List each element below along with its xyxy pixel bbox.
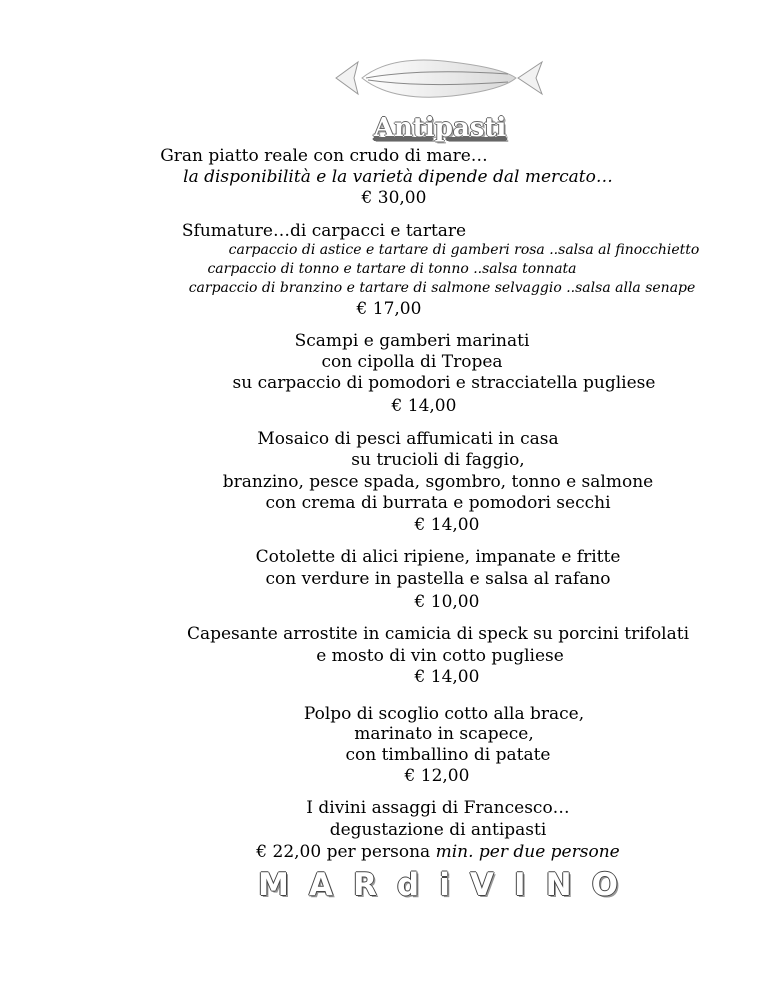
menu-item-line: I divini assaggi di Francesco… <box>306 798 570 818</box>
brand-letter: R <box>352 867 377 903</box>
menu-item-price: € 12,00 <box>404 766 470 786</box>
menu-item-line: e mosto di vin cotto pugliese <box>316 646 564 666</box>
brand-letter: O <box>591 867 618 903</box>
section-title: Antipasti <box>373 113 507 143</box>
menu-item-price: € 30,00 <box>361 188 427 208</box>
menu-item-price: € 17,00 <box>356 299 422 319</box>
menu-item-name: Sfumature…di carpacci e tartare <box>181 221 467 241</box>
brand-letter: M <box>258 867 289 903</box>
menu-item-description: carpaccio di branzino e tartare di salmone selvaggio ..salsa alla senape <box>188 280 696 296</box>
menu-item-line: Cotolette di alici ripiene, impanate e fritte <box>255 547 621 567</box>
menu-item-line: con cipolla di Tropea <box>321 352 503 372</box>
menu-item-note: min. per due persone <box>435 842 620 862</box>
brand-letter: d <box>396 867 420 903</box>
menu-item-price: € 14,00 <box>391 396 457 416</box>
menu-item-price: € 10,00 <box>414 592 480 612</box>
menu-item-line: Polpo di scoglio cotto alla brace, <box>303 704 585 724</box>
brand-letter: i <box>439 867 450 903</box>
menu-item-price-line <box>54 842 768 862</box>
menu-item-price: € 14,00 <box>414 667 480 687</box>
menu-item-name: Gran piatto reale con crudo di mare… <box>160 146 488 166</box>
menu-item-description: carpaccio di tonno e tartare di tonno ..salsa tonnata <box>207 261 577 277</box>
menu-item-line: su carpaccio di pomodori e stracciatella pugliese <box>232 373 656 393</box>
menu-item-description: carpaccio di astice e tartare di gamberi rosa ..salsa al finocchietto <box>228 242 700 258</box>
menu-item-line: degustazione di antipasti <box>329 820 547 840</box>
brand-letter: A <box>308 867 333 903</box>
menu-item-line: con crema di burrata e pomodori secchi <box>265 493 611 513</box>
menu-item-description: la disponibilità e la varietà dipende dal mercato… <box>183 167 613 187</box>
menu-item-line: con timballino di patate <box>345 745 551 765</box>
menu-item-line: branzino, pesce spada, sgombro, tonno e salmone <box>222 472 654 492</box>
menu-item-price: € 14,00 <box>414 515 480 535</box>
fish-icon <box>332 56 546 110</box>
brand-letter: N <box>545 867 572 903</box>
brand-letter: V <box>469 867 494 903</box>
menu-item-line: Scampi e gamberi marinati <box>294 331 530 351</box>
brand-letter: I <box>513 867 526 903</box>
menu-item-line: marinato in scapece, <box>354 724 534 744</box>
menu-item-line: Capesante arrostite in camicia di speck su porcini trifolati <box>186 624 690 644</box>
brand-footer <box>258 867 618 903</box>
menu-item-line: Mosaico di pesci affumicati in casa <box>257 429 559 449</box>
menu-item-line: su trucioli di faggio, <box>351 450 525 470</box>
menu-item-price: € 22,00 per persona <box>256 842 431 862</box>
menu-item-line: con verdure in pastella e salsa al rafano <box>265 569 611 589</box>
